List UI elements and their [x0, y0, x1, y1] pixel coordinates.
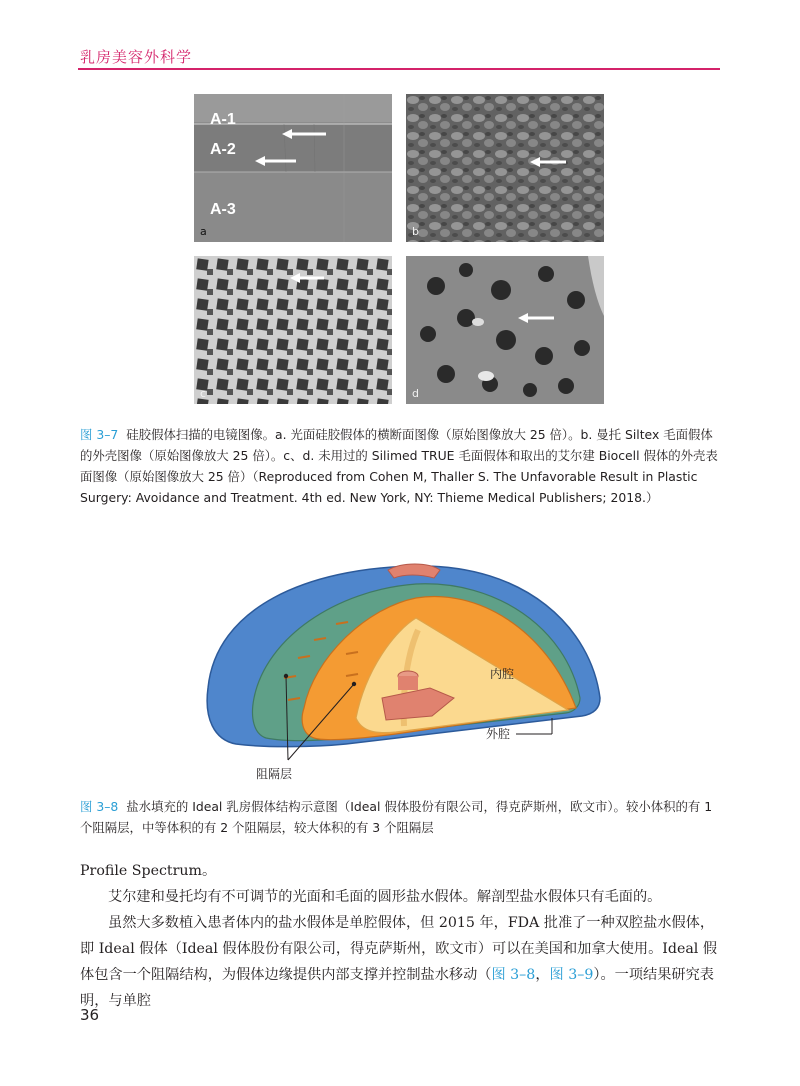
implant-diagram	[196, 548, 616, 788]
figure-ref-3-9[interactable]: 图 3–9	[549, 967, 594, 983]
figure-3-7-label: 图 3–7	[80, 427, 119, 442]
layer-label-a2: A-2	[210, 141, 236, 158]
figure-3-7-caption-text: 硅胶假体扫描的电镜图像。a. 光面硅胶假体的横断面图像（原始图像放大 25 倍）。b. 曼托 Siltex 毛面假体的外壳图像（原始图像放大 25 倍）。c、d. 未用过的 Silimed TRUE 毛面假体和取出的艾尔建 Biocell 假体的外壳表面图像（原始图像放大 25 倍）（Reproduced from Cohen M, Thaller S. The Unfavorable Result in Plastic Surgery: Avoidance and Treatment. 4th ed. New York, NY: Thieme Medical Publishers; 2018.）	[80, 427, 718, 505]
micrograph-c-image	[194, 256, 392, 404]
figure-3-8-caption-text: 盐水填充的 Ideal 乳房假体结构示意图（Ideal 假体股份有限公司，得克萨斯州，欧文市）。较小体积的有 1 个阻隔层，中等体积的有 2 个阻隔层，较大体积的有 3 个阻隔层	[80, 799, 713, 835]
header-rule	[78, 68, 720, 70]
figure-3-7-caption	[80, 424, 720, 508]
page-number: 36	[80, 1006, 100, 1024]
micrograph-panel-b	[406, 94, 604, 242]
micrograph-d-image	[406, 256, 604, 404]
panel-label-d: d	[412, 387, 419, 400]
layer-label-a3: A-3	[210, 201, 236, 218]
micrograph-panel-a	[194, 94, 392, 242]
micrograph-b-image	[406, 94, 604, 242]
implant-diagram-svg	[196, 548, 616, 788]
panel-label-b: b	[412, 225, 419, 238]
figure-ref-3-8[interactable]: 图 3–8	[491, 967, 536, 983]
outer-lumen-label: 外腔	[486, 727, 511, 741]
body-line-1: Profile Spectrum。	[80, 863, 217, 879]
figure-3-8-caption	[80, 796, 720, 838]
inner-lumen-label: 内腔	[490, 667, 515, 681]
baffle-label: 阻隔层	[256, 767, 293, 781]
micrograph-panel-c	[194, 256, 392, 404]
panel-label-a: a	[200, 225, 207, 238]
figure-3-8-label: 图 3–8	[80, 799, 119, 814]
body-paragraph-2-start: 虽然大多数植入患者体内的盐水假体是单腔假体，但 2015 年，FDA 批准了一种双腔盐水假体，即 Ideal 假体（Ideal 假体股份有限公司，得克萨斯州，欧文市）可以在美国和加拿大使用。Ideal 假体包含一个阻隔结构，为假体边缘提供内部支撑并控制盐水移动（	[80, 915, 718, 983]
layer-label-a1: A-1	[210, 111, 236, 128]
figure-ref-separator: ，	[535, 967, 550, 983]
body-paragraph-2-end: ）。一项结果研究表明，与单腔	[80, 967, 714, 1009]
body-paragraph-2	[80, 910, 720, 1014]
micrograph-panel-d	[406, 256, 604, 404]
panel-label-c: c	[200, 387, 207, 400]
body-paragraph-1: 艾尔建和曼托均有不可调节的光面和毛面的圆形盐水假体。解剖型盐水假体只有毛面的。	[108, 889, 662, 905]
running-header-title: 乳房美容外科学	[80, 48, 193, 66]
micrograph-a-image	[194, 94, 392, 242]
